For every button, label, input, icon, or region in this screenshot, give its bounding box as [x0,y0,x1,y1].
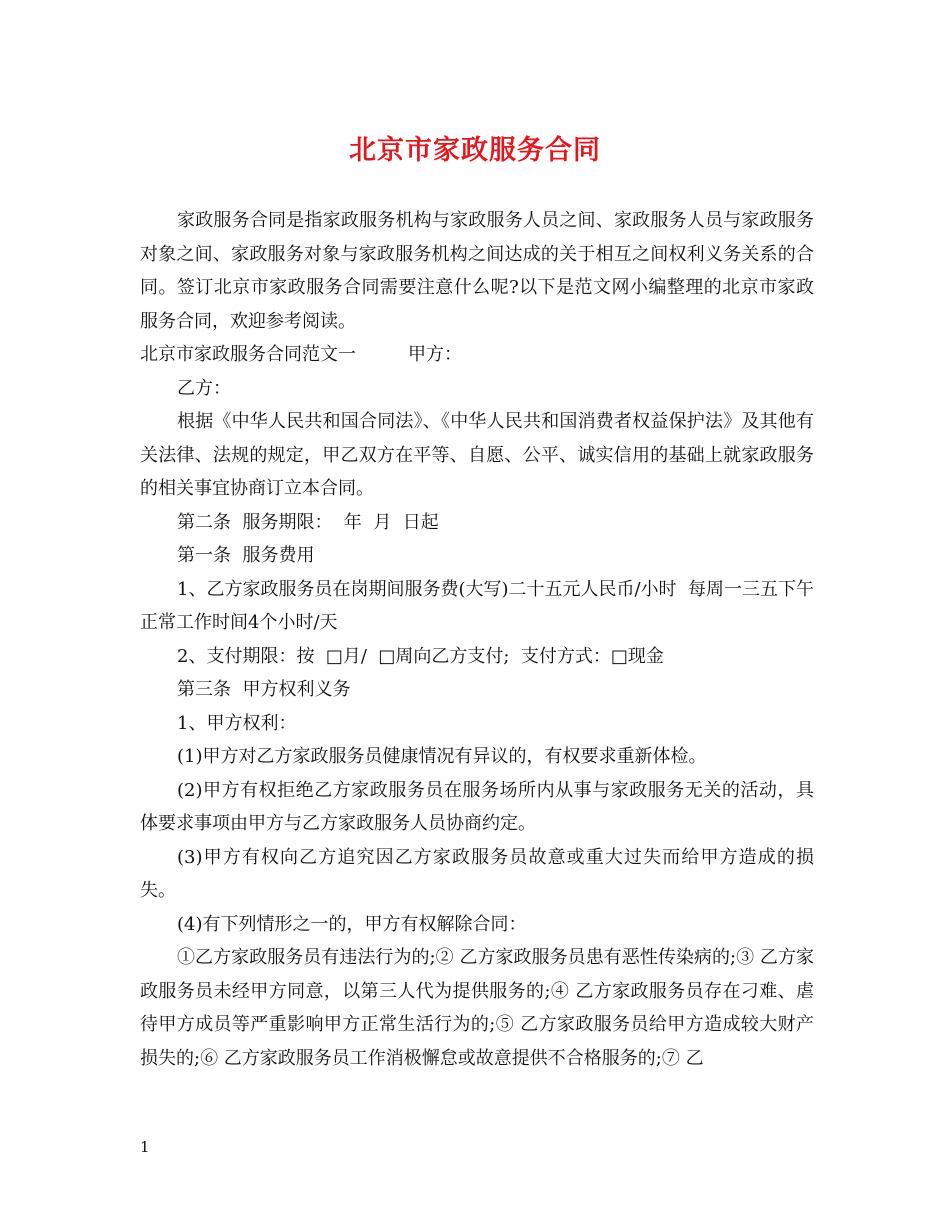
article-3-heading: 第三条 甲方权利义务 [177,679,351,700]
legal-basis-paragraph: 根据《中华人民共和国合同法》、《中华人民共和国消费者权益保护法》及其他有关法律、法规的规定，甲乙双方在平等、自愿、公平、诚实信用的基础上就家政服务的相关事宜协商订立本合同。 [140,411,814,499]
fee-item-2: 2、支付期限：按 □月/ □周向乙方支付; 支付方式：□现金 [177,645,664,667]
sample-heading: 北京市家政服务合同范文一 [140,344,356,365]
right-2: (2)甲方有权拒绝乙方家政服务员在服务场所内从事与家政服务无关的活动，具体要求事项由甲方与乙方家政服务人员协商约定。 [140,779,814,834]
document-body [140,204,826,1075]
right-1: (1)甲方对乙方家政服务员健康情况有异议的，有权要求重新体检。 [177,746,707,767]
intro-paragraph: 家政服务合同是指家政服务机构与家政服务人员之间、家政服务人员与家政服务对象之间、家政服务对象与家政服务机构之间达成的关于相互之间权利义务关系的合同。签订北京市家政服务合同需要注意什么呢?以下是范文网小编整理的北京市家政服务合同，欢迎参考阅读。 [140,210,814,332]
fee-item-1: 1、乙方家政服务员在岗期间服务费(大写)二十五元人民币/小时 每周一三五下午 正常工作时间4个小时/天 [140,578,826,633]
right-4: (4)有下列情形之一的，甲方有权解除合同： [177,913,527,935]
article-2-term: 第二条 服务期限： 年 月 日起 [177,511,439,533]
right-4-list: ①乙方家政服务员有违法行为的;② 乙方家政服务员患有恶性传染病的;③ 乙方家政服务员未经甲方同意，以第三人代为提供服务的;④ 乙方家政服务员存在刁难、虐待甲方成员等严重影响甲方正常生活行为的;⑤ 乙方家政服务员给甲方造成较大财产损失的;⑥ 乙方家政服务员工作消极懈怠或故意提供不合格服务的;⑦ 乙 [140,947,814,1069]
page-number: 1 [140,1138,150,1156]
article-1-fee: 第一条 服务费用 [177,545,315,566]
rights-heading: 1、甲方权利： [177,712,297,734]
party-b-label: 乙方： [177,377,231,399]
party-a-label: 甲方： [408,344,462,365]
right-3: (3)甲方有权向乙方追究因乙方家政服务员故意或重大过失而给甲方造成的损失。 [140,846,814,901]
sample-heading-line [140,338,814,372]
document-title: 北京市家政服务合同 [349,135,601,166]
